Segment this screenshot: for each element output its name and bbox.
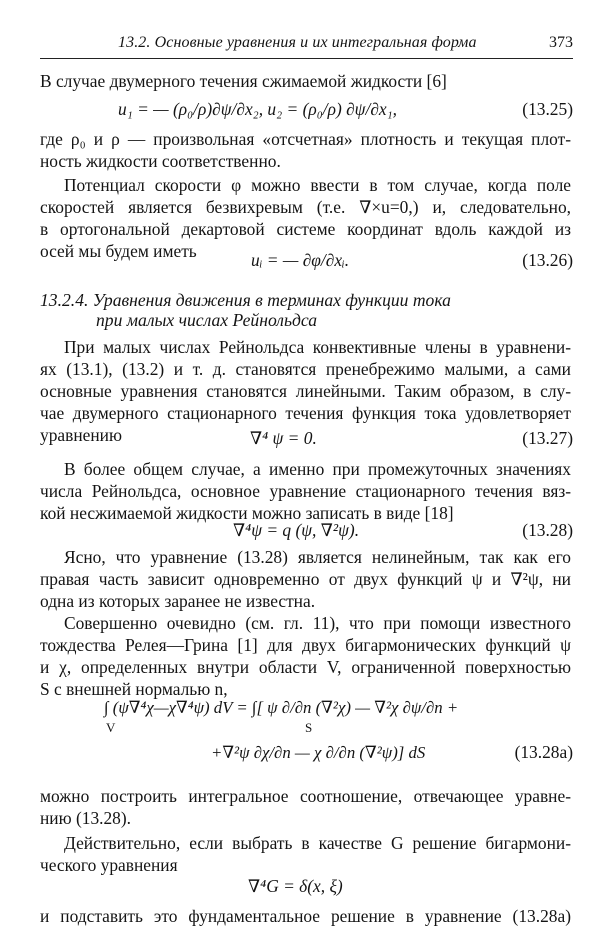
text-line: осей мы будем иметь: [40, 241, 197, 261]
text-line: одна из которых заранее не известна.: [40, 591, 316, 611]
text-line: можно построить интегральное соотношение, отвечающее уравне-: [40, 786, 571, 806]
page-header: [40, 30, 573, 59]
equation-13-28: ∇⁴ψ = q (ψ, ∇²ψ).: [233, 520, 360, 540]
text-line: скоростей является безвихревым (т.е. ∇×u=0,) и, следовательно,: [40, 197, 571, 217]
text-line: В более общем случае, а именно при промежуточных значениях: [64, 459, 571, 479]
text-line: ях (13.1), (13.2) и т. д. становятся пренебрежимо малыми, а сами: [40, 359, 571, 379]
equation-number: (13.26): [522, 250, 573, 270]
text-line: Ясно, что уравнение (13.28) является нелинейным, так как его: [64, 547, 571, 567]
text-line: и подставить это фундаментальное решение в уравнение (13.28a): [40, 906, 571, 926]
text-line: тождества Релея—Грина [1] для двух бигармонических функций ψ: [40, 635, 571, 655]
equation-13-25: u₁ = — (ρ₀/ρ)∂ψ/∂x₂, u₂ = (ρ₀/ρ) ∂ψ/∂x₁,: [118, 99, 398, 119]
text-line: и χ, определенных внутри области V, ограниченной поверхностью: [40, 657, 571, 677]
equation-number: (13.28a): [514, 742, 573, 762]
equation-13-27: ∇⁴ ψ = 0.: [250, 428, 317, 448]
text-line: правая часть зависит одновременно от двух функций ψ и ∇²ψ, ни: [40, 569, 571, 589]
running-title: 13.2. Основные уравнения и их интегральная форма: [118, 34, 477, 51]
text-line: уравнению: [40, 425, 122, 445]
text-line: основные уравнения становятся линейными. Таким образом, в слу-: [40, 381, 571, 401]
text-line: нию (13.28).: [40, 808, 132, 828]
text-line: Совершенно очевидно (см. гл. 11), что при помощи известного: [64, 613, 571, 633]
text-line: Потенциал скорости φ можно ввести в том случае, когда поле: [64, 175, 571, 195]
equation-green-function: ∇⁴G = δ(x, ξ): [248, 876, 343, 896]
text-line: S с внешней нормалью n,: [40, 679, 228, 699]
equation-13-26: uᵢ = — ∂φ/∂xᵢ.: [251, 250, 350, 270]
text-line: где ρ₀ и ρ — произвольная «отсчетная» плотность и текущая плот-: [40, 129, 571, 149]
text-line: ческого уравнения: [40, 855, 178, 875]
text-line: числа Рейнольдса, основное уравнение стационарного течения вяз-: [40, 481, 571, 501]
equation-number: (13.27): [522, 428, 573, 448]
integral-domain-v: V: [106, 720, 116, 735]
equation-13-28a-line1: ∫ (ψ∇⁴χ—χ∇⁴ψ) dV = ∫[ ψ ∂/∂n (∇²χ) — ∇²χ ∂ψ/∂n +: [104, 698, 459, 717]
equation-number: (13.25): [522, 99, 573, 119]
text-line: ность жидкости соответственно.: [40, 151, 281, 171]
text-line: чае двумерного стационарного течения функция тока удовлетворяет: [40, 403, 571, 423]
section-heading: 13.2.4. Уравнения движения в терминах функции тока: [40, 290, 451, 310]
text-line: в ортогональной декартовой системе координат вдоль каждой из: [40, 219, 571, 239]
text-line: Действительно, если выбрать в качестве G решение бигармони-: [64, 833, 571, 853]
integral-domain-s: S: [305, 720, 313, 735]
equation-number: (13.28): [522, 520, 573, 540]
page-number: 373: [549, 34, 573, 51]
section-heading-cont: при малых числах Рейнольдса: [96, 310, 318, 330]
text-line: При малых числах Рейнольдса конвективные члены в уравнени-: [64, 337, 571, 357]
text-line: В случае двумерного течения сжимаемой жидкости [6]: [40, 71, 447, 91]
equation-13-28a-line2: +∇²ψ ∂χ/∂n — χ ∂/∂n (∇²ψ)] dS: [211, 743, 426, 762]
text-line: кой несжимаемой жидкости можно записать в виде [18]: [40, 503, 454, 523]
